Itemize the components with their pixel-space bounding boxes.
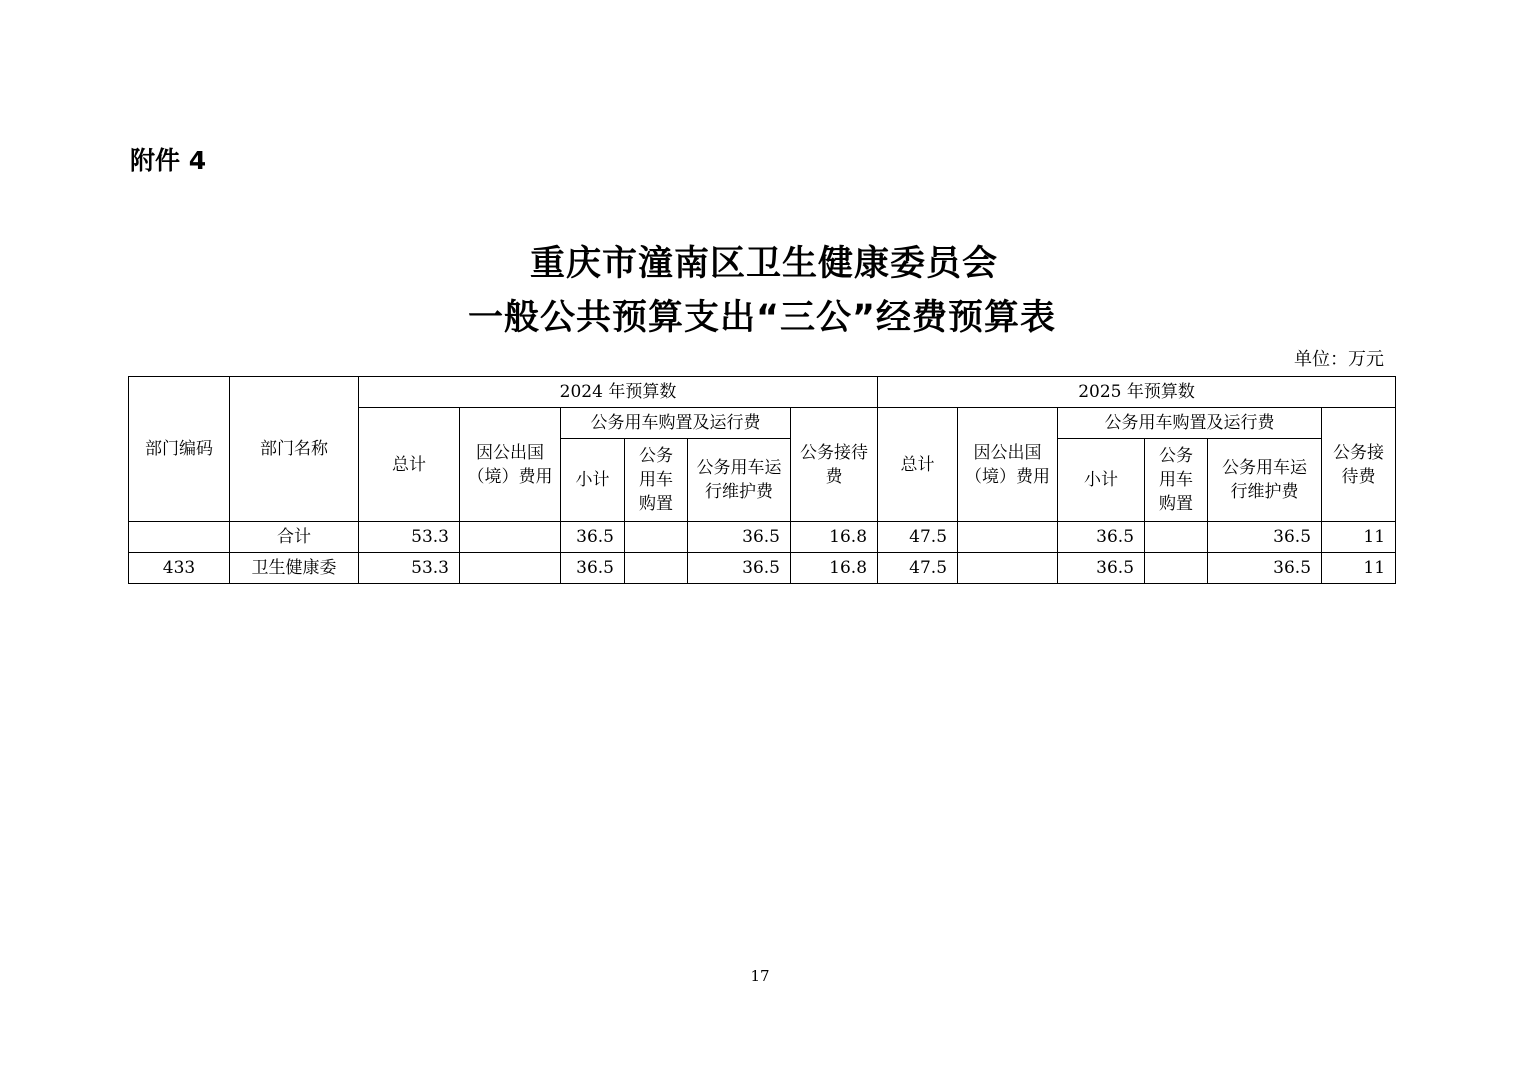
header-year-2025: 2025 年预算数	[878, 377, 1396, 408]
unit-label: 单位：万元	[1294, 349, 1384, 370]
header-2024-reception: 公务接待费	[791, 408, 878, 522]
cell-2024-purchase	[625, 553, 688, 584]
cell-dept-code	[129, 522, 230, 553]
cell-2025-overseas	[958, 553, 1058, 584]
cell-2025-purchase	[1145, 553, 1208, 584]
cell-2024-reception: 16.8	[791, 522, 878, 553]
cell-2024-overseas	[460, 522, 561, 553]
header-2024-overseas: 因公出国（境）费用	[460, 408, 561, 522]
cell-2025-total: 47.5	[878, 522, 958, 553]
cell-2024-subtotal: 36.5	[561, 522, 625, 553]
header-2025-vehicle-maintenance: 公务用车运行维护费	[1208, 439, 1322, 522]
cell-2024-purchase	[625, 522, 688, 553]
cell-dept-code: 433	[129, 553, 230, 584]
header-dept-code: 部门编码	[129, 377, 230, 522]
cell-dept-name: 合计	[230, 522, 359, 553]
header-2024-vehicle-group: 公务用车购置及运行费	[561, 408, 791, 439]
cell-2025-maintenance: 36.5	[1208, 522, 1322, 553]
cell-2025-subtotal: 36.5	[1058, 522, 1145, 553]
header-year-2024: 2024 年预算数	[359, 377, 878, 408]
cell-2024-total: 53.3	[359, 522, 460, 553]
cell-2024-total: 53.3	[359, 553, 460, 584]
header-2024-vehicle-maintenance: 公务用车运行维护费	[688, 439, 791, 522]
header-2025-reception: 公务接待费	[1322, 408, 1396, 522]
cell-2025-reception: 11	[1322, 522, 1396, 553]
cell-2025-purchase	[1145, 522, 1208, 553]
header-2025-subtotal: 小计	[1058, 439, 1145, 522]
cell-2024-maintenance: 36.5	[688, 553, 791, 584]
document-title-line2: 一般公共预算支出“三公”经费预算表	[467, 298, 1056, 338]
cell-2025-total: 47.5	[878, 553, 958, 584]
header-2024-vehicle-purchase: 公务用车购置	[625, 439, 688, 522]
cell-2025-maintenance: 36.5	[1208, 553, 1322, 584]
table-row-total	[129, 522, 1396, 553]
budget-table	[128, 376, 1396, 584]
header-2025-total: 总计	[878, 408, 958, 522]
cell-dept-name: 卫生健康委	[230, 553, 359, 584]
cell-2024-reception: 16.8	[791, 553, 878, 584]
attachment-label: 附件 4	[130, 146, 207, 175]
cell-2024-overseas	[460, 553, 561, 584]
document-title-line1: 重庆市潼南区卫生健康委员会	[529, 244, 998, 284]
header-dept-name: 部门名称	[230, 377, 359, 522]
header-2025-vehicle-group: 公务用车购置及运行费	[1058, 408, 1322, 439]
page-number: 17	[750, 967, 770, 985]
header-2024-total: 总计	[359, 408, 460, 522]
header-2025-overseas: 因公出国（境）费用	[958, 408, 1058, 522]
cell-2025-reception: 11	[1322, 553, 1396, 584]
cell-2024-maintenance: 36.5	[688, 522, 791, 553]
cell-2025-overseas	[958, 522, 1058, 553]
cell-2025-subtotal: 36.5	[1058, 553, 1145, 584]
table-row	[129, 553, 1396, 584]
header-2024-subtotal: 小计	[561, 439, 625, 522]
cell-2024-subtotal: 36.5	[561, 553, 625, 584]
header-2025-vehicle-purchase: 公务用车购置	[1145, 439, 1208, 522]
